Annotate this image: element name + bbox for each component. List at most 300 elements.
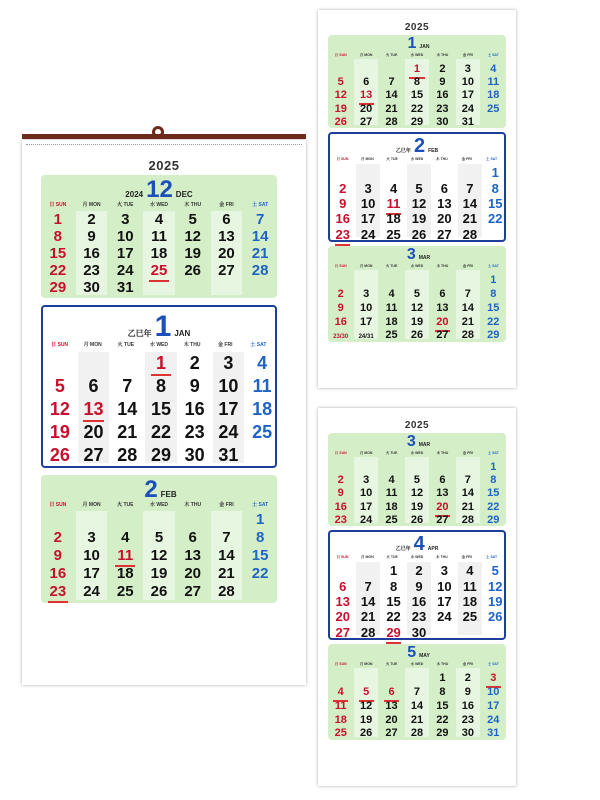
date-cell [144, 354, 178, 376]
date-number: 18 [385, 315, 398, 328]
weekday-label: 月 MON [83, 342, 102, 348]
date-number: 27 [218, 261, 235, 279]
date-number: 18 [252, 398, 273, 419]
weekday-label: 金 FRI [218, 342, 233, 348]
date-number: 28 [462, 226, 478, 242]
date-number: 26 [411, 226, 427, 242]
date-cell [432, 609, 457, 625]
weekday-header-row [43, 341, 275, 348]
date-number: 17 [83, 564, 100, 582]
date-cell [355, 196, 380, 212]
date-number: 20 [437, 211, 452, 227]
date-cell [210, 263, 244, 279]
weekday-label: 木 THU [436, 53, 449, 57]
date-cell [210, 212, 244, 228]
date-number: 16 [335, 211, 350, 227]
month-number: 12 [146, 176, 173, 203]
weekday-label: 水 WED [410, 157, 424, 161]
date-number: 27 [83, 444, 104, 465]
holiday-underline [149, 280, 169, 282]
date-number: 4 [466, 563, 474, 579]
date-number: 14 [461, 301, 474, 314]
date-cell [406, 211, 431, 227]
weekday-label: 木 THU [436, 451, 449, 455]
date-number: 9 [337, 487, 344, 500]
date-cell [483, 609, 508, 625]
date-cell [75, 212, 109, 228]
date-number: 5 [154, 529, 164, 547]
month-block-p1-mar [328, 246, 506, 342]
date-cell [108, 263, 142, 279]
month-block-p2-apr [328, 530, 506, 640]
date-grid [330, 562, 504, 640]
date-cell [43, 446, 77, 465]
date-cell [178, 377, 212, 396]
date-cell [142, 530, 176, 546]
date-number: 26 [410, 513, 424, 526]
date-number: 20 [83, 421, 104, 442]
date-number: 16 [436, 89, 449, 102]
date-cell [212, 377, 246, 396]
date-number: 9 [339, 196, 347, 212]
date-cell [176, 584, 210, 600]
date-number: 13 [436, 487, 449, 500]
date-number: 12 [488, 578, 503, 594]
weekday-label: 火 TUE [385, 264, 398, 268]
date-number: 10 [437, 578, 452, 594]
date-number: 23 [184, 421, 205, 442]
date-number: 24 [116, 261, 134, 279]
month-header [43, 310, 275, 344]
weekday-label: 日 SUN [334, 53, 347, 57]
date-number: 14 [251, 228, 269, 246]
date-cell [481, 326, 506, 342]
date-number: 22 [410, 102, 424, 115]
date-number: 20 [218, 244, 235, 262]
date-number: 9 [87, 228, 96, 246]
date-cell [77, 400, 111, 422]
date-cell [144, 423, 178, 442]
weekday-label: 土 SAT [252, 502, 269, 508]
date-cell [144, 400, 178, 419]
date-number: 21 [218, 564, 235, 582]
date-number: 16 [184, 398, 205, 419]
date-number: 11 [334, 699, 347, 712]
date-cell [355, 594, 380, 610]
date-number: 5 [413, 287, 421, 300]
weekday-label: 月 MON [359, 264, 373, 268]
preview-sheet-top [318, 10, 516, 388]
date-cell [355, 211, 380, 227]
date-number: 5 [54, 375, 65, 396]
date-number: 17 [461, 89, 474, 102]
date-number: 4 [121, 529, 130, 547]
date-cell [75, 280, 109, 296]
date-number: 28 [461, 513, 474, 526]
date-cell [406, 181, 431, 197]
date-number: 26 [334, 115, 347, 128]
date-number: 3 [490, 672, 497, 685]
date-number: 4 [388, 287, 395, 300]
date-number: 6 [222, 211, 231, 229]
weekday-label: 金 FRI [461, 555, 472, 559]
month-abbrev: MAY [419, 653, 430, 659]
date-cell [41, 229, 75, 245]
date-cell [481, 724, 506, 740]
date-number: 4 [388, 474, 395, 487]
weekday-label: 月 MON [359, 53, 373, 57]
date-cell [176, 263, 210, 279]
month-block-p2-may [328, 644, 506, 740]
date-number: 29 [436, 727, 449, 740]
date-number: 23 [49, 582, 67, 600]
date-cell [142, 584, 176, 600]
date-cell [355, 227, 380, 243]
date-cell [108, 280, 142, 296]
date-number: 19 [488, 594, 503, 610]
date-cell [481, 511, 506, 527]
date-cell [243, 229, 277, 245]
date-number: 14 [117, 398, 138, 419]
date-number: 22 [487, 500, 500, 513]
date-number: 21 [117, 421, 138, 442]
date-number: 7 [464, 474, 471, 487]
date-number: 30 [436, 115, 449, 128]
date-cell [432, 563, 457, 579]
date-number: 23 [83, 261, 100, 279]
date-cell [210, 584, 244, 600]
date-number: 2 [337, 287, 344, 300]
date-number: 4 [389, 180, 398, 196]
date-number: 10 [360, 487, 373, 500]
date-cell [353, 724, 378, 740]
date-cell [41, 280, 75, 296]
date-number: 12 [410, 301, 424, 314]
date-number: 24 [360, 226, 376, 242]
date-cell [142, 229, 176, 245]
weekday-label: 水 WED [410, 53, 424, 57]
date-number: 24 [218, 421, 239, 442]
date-number: 6 [363, 76, 370, 89]
weekday-label: 日 SUN [336, 555, 349, 559]
date-number: 13 [437, 196, 452, 212]
date-cell [457, 181, 482, 197]
date-grid [41, 511, 277, 600]
date-number: 1 [255, 511, 265, 529]
date-number: 5 [413, 474, 421, 487]
date-number: 1 [491, 165, 499, 181]
date-cell [328, 724, 353, 740]
date-cell [75, 548, 109, 564]
date-cell [353, 326, 378, 342]
date-grid [328, 59, 506, 128]
weekday-label: 水 WED [149, 342, 169, 348]
date-number: 27 [436, 329, 449, 342]
date-cell [455, 113, 480, 129]
date-number: 12 [184, 228, 202, 246]
date-number: 1 [490, 274, 497, 287]
date-number: 17 [487, 699, 500, 712]
main-calendar-sheet [22, 140, 306, 685]
date-number: 14 [462, 196, 478, 212]
preview-sheet-bottom [318, 408, 516, 786]
date-number: 18 [334, 713, 347, 726]
weekday-label: 火 TUE [385, 53, 398, 57]
weekday-label: 火 TUE [117, 502, 134, 508]
date-number: 25 [386, 226, 401, 242]
weekday-label: 木 THU [436, 264, 449, 268]
date-number: 29 [487, 329, 500, 342]
month-header [328, 246, 506, 264]
date-number: 9 [415, 578, 423, 594]
weekday-label: 日 SUN [334, 662, 347, 666]
date-number: 8 [413, 76, 421, 89]
date-cell [110, 377, 144, 396]
date-number: 9 [53, 547, 63, 565]
date-cell [243, 530, 277, 546]
date-number: 13 [436, 301, 449, 314]
date-number: 31 [487, 727, 500, 740]
date-cell [381, 579, 406, 595]
date-cell [430, 113, 455, 129]
date-cell [381, 609, 406, 625]
date-number: 11 [151, 228, 167, 246]
date-number: 2 [464, 672, 471, 685]
date-number: 14 [461, 487, 474, 500]
date-number: 28 [117, 444, 138, 465]
weekday-label: 月 MON [359, 662, 373, 666]
weekday-label: 日 SUN [336, 157, 349, 161]
weekday-header-row [328, 662, 506, 667]
date-cell [75, 229, 109, 245]
month-abbrev: DEC [175, 190, 193, 199]
date-cell [108, 530, 142, 546]
weekday-label: 月 MON [82, 502, 101, 508]
date-number: 13 [385, 699, 398, 712]
month-block-dec [41, 175, 277, 298]
date-cell [178, 400, 212, 419]
date-number: 30 [461, 727, 474, 740]
date-number: 3 [363, 287, 370, 300]
date-cell [330, 227, 355, 246]
date-number: 18 [116, 564, 134, 582]
date-cell [41, 263, 75, 279]
month-header [41, 476, 277, 504]
date-number: 2 [339, 180, 347, 196]
date-number: 1 [490, 461, 497, 474]
month-header [328, 433, 506, 451]
month-block-p2-mar [328, 433, 506, 526]
perforation-line [26, 144, 302, 145]
date-number: 25 [385, 513, 398, 526]
weekday-label: 土 SAT [485, 555, 498, 559]
weekday-label: 土 SAT [250, 342, 267, 348]
date-number: 31 [116, 278, 134, 296]
date-number: 2 [337, 474, 344, 487]
date-number: 20 [436, 315, 449, 328]
date-cell [330, 579, 355, 595]
weekday-label: 火 TUE [385, 451, 398, 455]
date-number: 16 [83, 244, 100, 262]
date-number: 15 [150, 398, 171, 419]
date-cell [404, 113, 429, 129]
date-cell [406, 196, 431, 212]
date-cell [379, 511, 404, 527]
month-abbrev: MAR [418, 255, 431, 261]
date-cell [210, 548, 244, 564]
date-cell [483, 563, 508, 579]
weekday-label: 木 THU [436, 662, 449, 666]
date-grid [328, 668, 506, 740]
date-cell [245, 400, 279, 419]
month-number: 1 [154, 310, 172, 343]
date-number: 8 [255, 529, 265, 547]
date-number: 7 [255, 211, 265, 229]
date-number: 21 [251, 244, 269, 262]
date-number: 27 [437, 226, 452, 242]
date-number: 24 [437, 609, 452, 625]
date-number: 18 [150, 244, 168, 262]
date-number: 2 [53, 529, 63, 547]
date-cell [330, 211, 355, 227]
date-cell [41, 548, 75, 564]
date-number: 24/31 [358, 334, 374, 341]
weekday-label: 日 SUN [334, 451, 347, 455]
month-number: 5 [407, 644, 417, 661]
date-number: 4 [257, 352, 268, 373]
weekday-label: 火 TUE [386, 555, 398, 559]
date-cell [142, 263, 176, 282]
date-number: 13 [218, 228, 235, 246]
date-number: 26 [150, 582, 168, 600]
date-number: 13 [83, 398, 104, 419]
weekday-label: 日 SUN [51, 342, 69, 348]
date-number: 1 [439, 672, 446, 685]
weekday-label: 土 SAT [485, 157, 498, 161]
date-number: 17 [360, 500, 373, 513]
year-label: 2025 [148, 158, 180, 173]
weekday-label: 月 MON [360, 157, 374, 161]
weekday-label: 土 SAT [487, 264, 499, 268]
month-header [330, 533, 504, 556]
date-cell [212, 446, 246, 465]
date-number: 21 [461, 500, 474, 513]
date-number: 15 [487, 487, 500, 500]
weekday-label: 金 FRI [219, 502, 234, 508]
date-number: 21 [360, 609, 376, 625]
date-number: 23 [411, 609, 427, 625]
date-cell [142, 212, 176, 228]
date-cell [406, 594, 431, 610]
date-number: 8 [490, 287, 497, 300]
date-number: 8 [439, 685, 446, 698]
date-grid [330, 164, 504, 242]
date-number: 8 [389, 578, 398, 594]
date-cell [212, 400, 246, 419]
hanger-bar [22, 134, 306, 139]
date-number: 31 [461, 115, 474, 128]
date-grid [41, 211, 277, 295]
date-cell [243, 512, 277, 528]
date-number: 23 [335, 226, 350, 242]
date-cell [483, 211, 508, 227]
date-number: 28 [251, 261, 269, 279]
date-number: 22 [251, 564, 269, 582]
date-cell [243, 548, 277, 564]
date-number: 23 [436, 102, 449, 115]
date-cell [404, 326, 429, 342]
date-number: 17 [116, 244, 134, 262]
date-number: 7 [413, 685, 421, 698]
weekday-header-row [330, 555, 504, 560]
date-number: 6 [439, 474, 446, 487]
date-number: 3 [363, 474, 370, 487]
date-number: 6 [88, 375, 99, 396]
month-header [328, 35, 506, 53]
date-cell [353, 113, 378, 129]
date-number: 24 [461, 102, 474, 115]
date-cell [210, 530, 244, 546]
date-number: 17 [218, 398, 239, 419]
date-cell [381, 563, 406, 579]
date-cell [210, 566, 244, 582]
date-cell [176, 246, 210, 262]
date-number: 7 [388, 76, 395, 89]
date-cell [243, 246, 277, 262]
date-cell [178, 354, 212, 373]
date-cell [432, 594, 457, 610]
weekday-label: 日 SUN [49, 502, 67, 508]
weekday-header-row [328, 53, 506, 58]
date-number: 14 [385, 89, 398, 102]
date-number: 4 [154, 211, 164, 229]
date-number: 26 [410, 329, 424, 342]
date-cell [379, 326, 404, 342]
date-number: 10 [360, 301, 373, 314]
date-number: 29 [487, 513, 500, 526]
date-cell [355, 625, 380, 641]
date-number: 19 [410, 500, 424, 513]
date-number: 17 [360, 211, 376, 227]
date-cell [330, 609, 355, 625]
weekday-label: 火 TUE [385, 662, 398, 666]
date-number: 2 [189, 352, 200, 373]
weekday-label: 金 FRI [219, 202, 234, 208]
date-cell [176, 566, 210, 582]
month-number: 4 [413, 533, 425, 555]
date-number: 25 [116, 582, 134, 600]
date-cell [381, 625, 406, 644]
date-cell [142, 566, 176, 582]
date-number: 1 [53, 211, 63, 229]
date-cell [110, 400, 144, 419]
month-abbrev: FEB [160, 490, 177, 499]
date-number: 19 [49, 421, 70, 442]
month-abbrev: FEB [428, 148, 439, 154]
date-number: 20 [335, 609, 350, 625]
date-cell [355, 579, 380, 595]
month-block-feb [41, 475, 277, 603]
date-number: 29 [49, 278, 67, 296]
date-number: 5 [491, 563, 499, 579]
date-cell [483, 579, 508, 595]
date-cell [406, 609, 431, 625]
month-abbrev: MAR [418, 442, 431, 448]
date-number: 10 [461, 76, 474, 89]
hanger-hook [152, 126, 164, 138]
weekday-label: 金 FRI [462, 451, 473, 455]
date-number: 15 [49, 244, 67, 262]
